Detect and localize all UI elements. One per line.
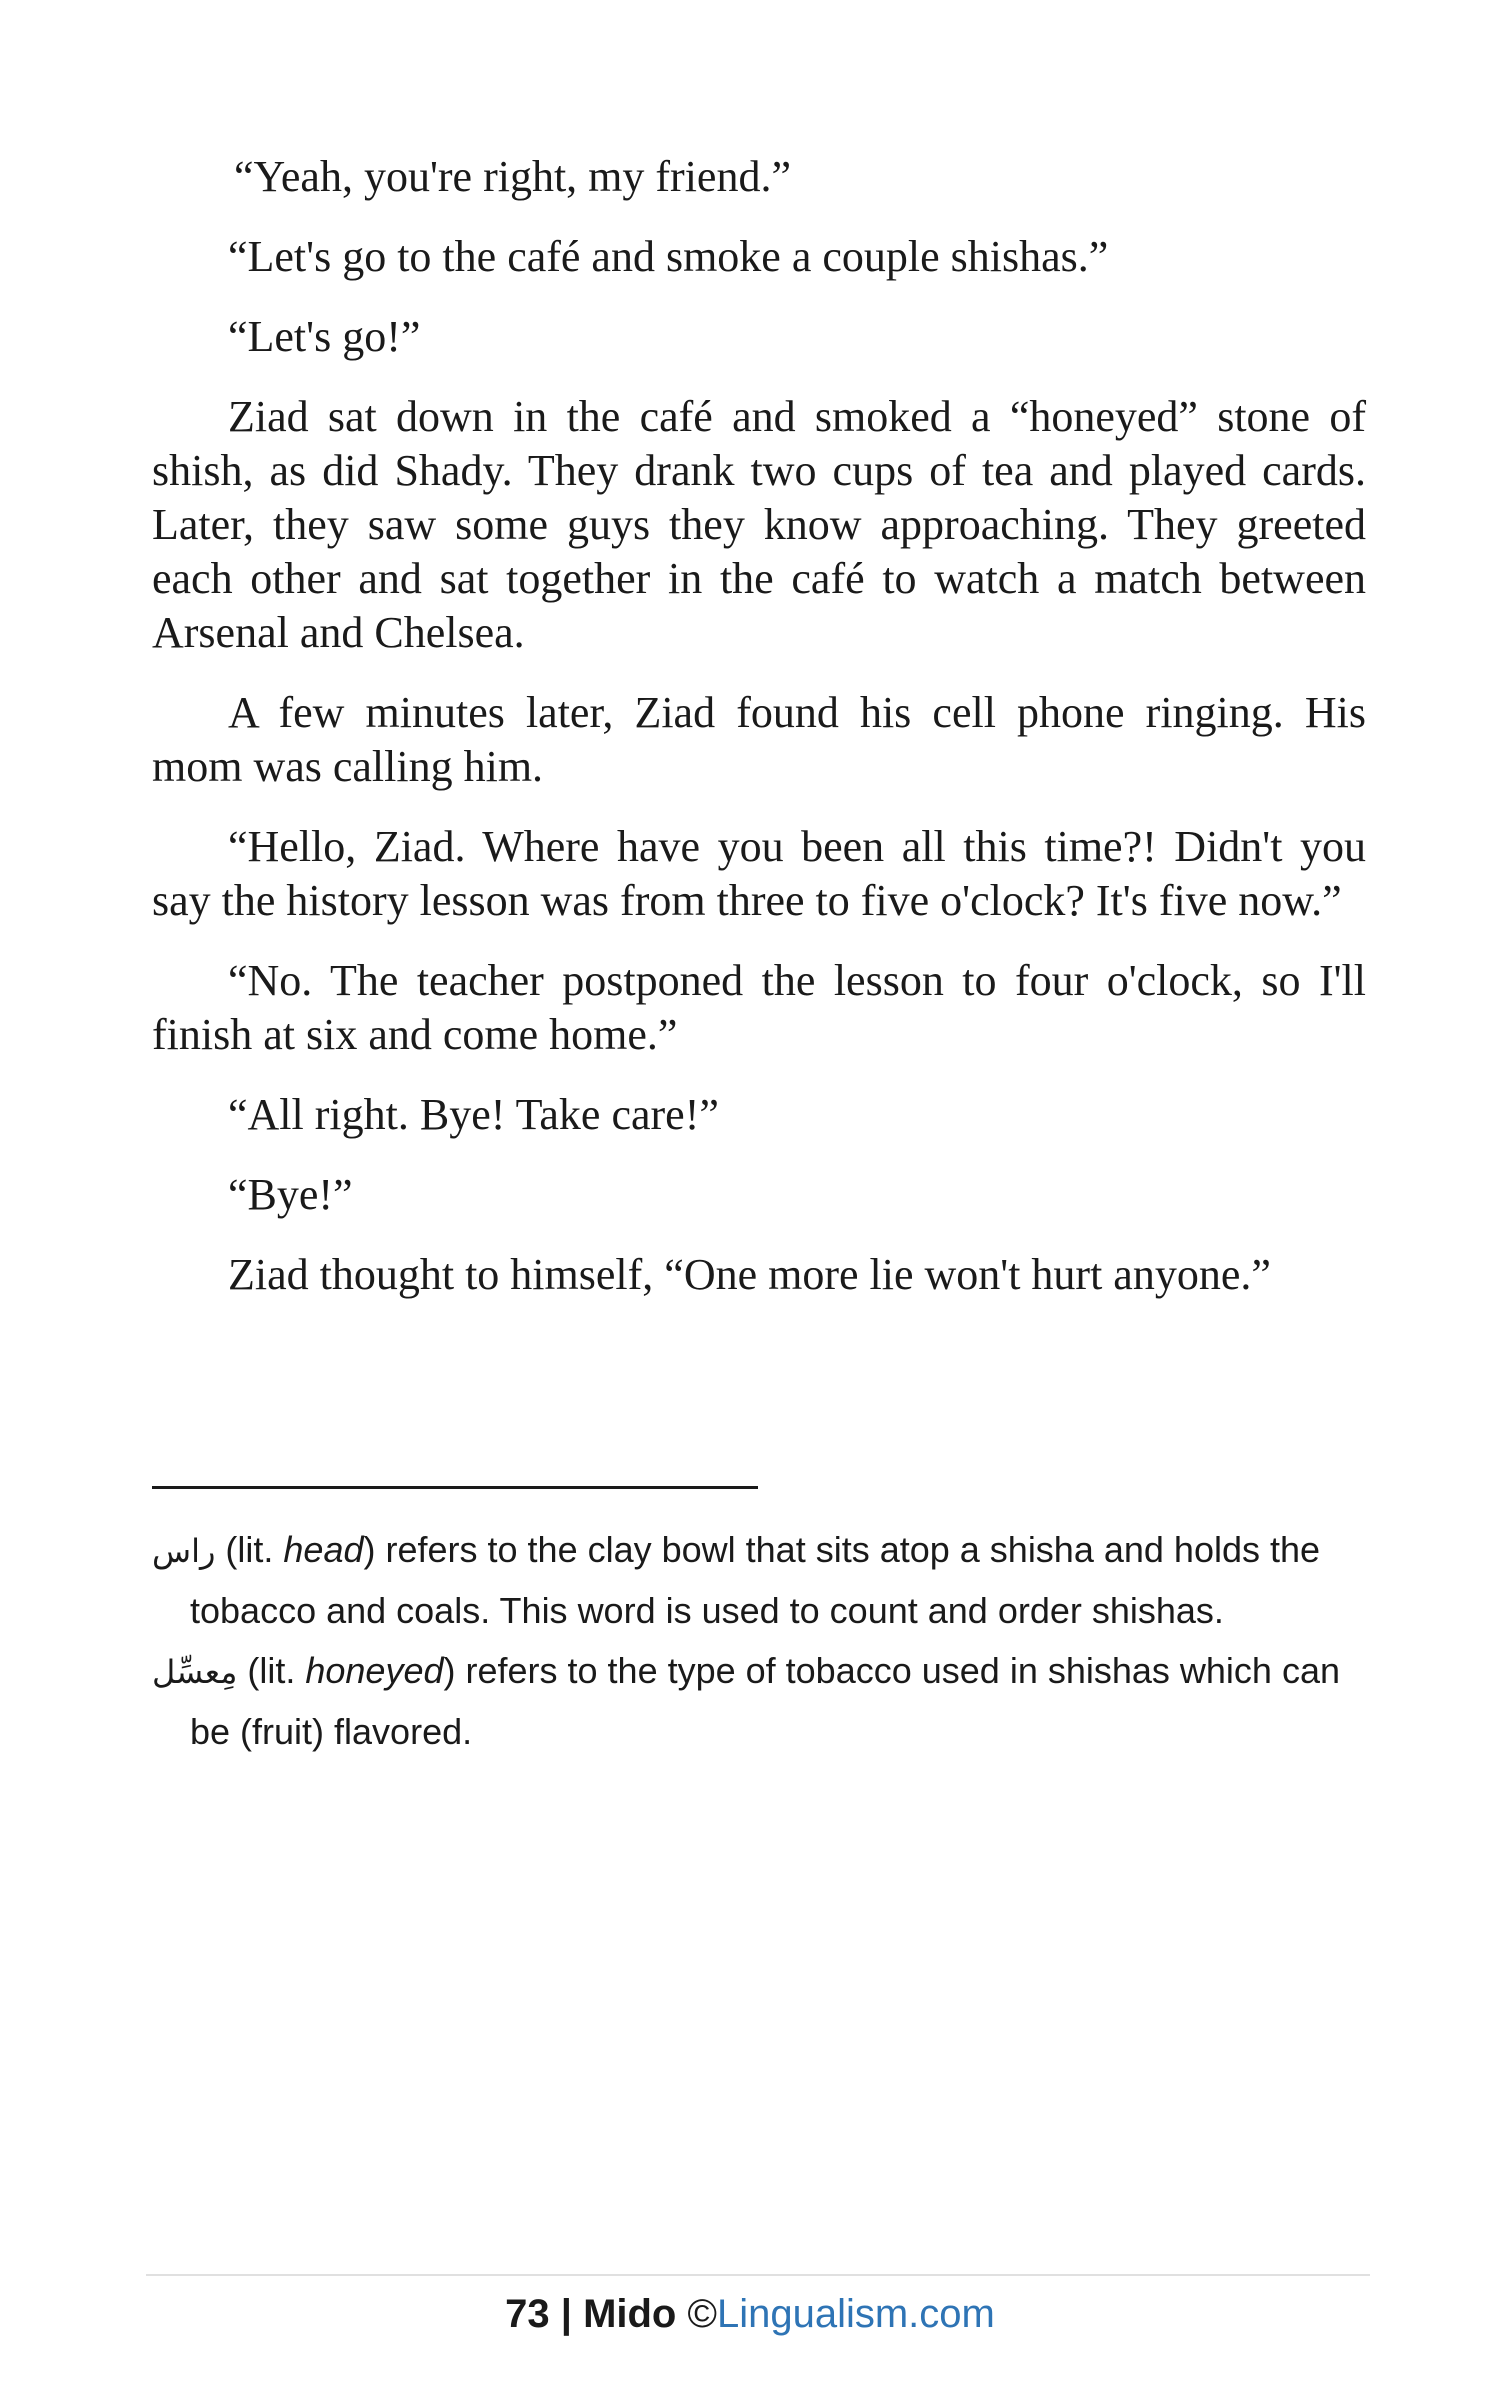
paragraph-7: “No. The teacher postponed the lesson to four o'clock, so I'll finish at six and come home.” (152, 956, 1366, 1059)
footnote-2-text: ) refers to the type of tobacco used in shishas which can be (fruit) flavored. (190, 1650, 1340, 1752)
paragraph-3: “Let's go!” (228, 312, 421, 361)
page-footer (0, 2284, 1500, 2344)
paragraph-5: A few minutes later, Ziad found his cell phone ringing. His mom was calling him. (152, 688, 1366, 791)
paragraph-4: Ziad sat down in the café and smoked a “honeyed” stone of shish, as did Shady. They drank two cups of tea and played cards. Later, they saw some guys they know approaching. They greeted each other and sat together in the café to watch a match between Arsenal and Chelsea. (152, 392, 1366, 657)
paragraph-10: Ziad thought to himself, “One more lie won't hurt anyone.” (228, 1250, 1271, 1299)
story-text (152, 150, 1366, 1328)
footnote-divider (152, 1486, 758, 1489)
footnote-2-open: (lit. (237, 1650, 306, 1691)
paragraph-6: “Hello, Ziad. Where have you been all this time?! Didn't you say the history lesson was from three to five o'clock? It's five now.” (152, 822, 1366, 925)
footnote-1 (152, 1520, 1366, 1641)
paragraph-8: “All right. Bye! Take care!” (228, 1090, 719, 1139)
paragraph-2: “Let's go to the café and smoke a couple shishas.” (228, 232, 1109, 281)
paragraph-1: “Yeah, you're right, my friend.” (234, 152, 791, 201)
page-number: 73 (505, 2292, 550, 2336)
footnote-1-literal: head (283, 1529, 364, 1570)
footer-separator: | (549, 2292, 584, 2336)
footnote-2 (152, 1641, 1366, 1762)
publisher-link[interactable]: Lingualism.com (716, 2292, 995, 2336)
footnotes (152, 1520, 1366, 1762)
book-title: Mido (583, 2292, 677, 2336)
footnote-1-open: (lit. (215, 1529, 284, 1570)
paragraph-9: “Bye!” (228, 1170, 353, 1219)
footnote-2-literal: honeyed (305, 1650, 444, 1691)
footnote-1-arabic-term: راس (152, 1532, 216, 1570)
copyright-symbol: © (676, 2292, 717, 2336)
footer-divider (146, 2274, 1370, 2276)
footnote-2-arabic-term: مِعسِّل (152, 1653, 238, 1691)
footnote-1-text: ) refers to the clay bowl that sits atop a shisha and holds the tobacco and coals. This word is used to count and order shishas. (190, 1529, 1321, 1631)
